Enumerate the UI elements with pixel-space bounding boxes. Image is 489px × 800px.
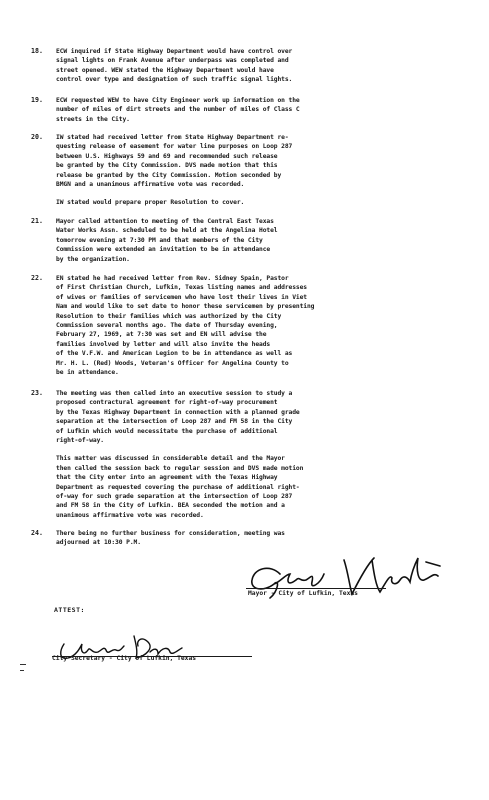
item-text: EN stated he had received letter from Rev. Sidney Spain, Pastor of First Christian Church, Lufkin, Texas listing names and addresses of wives or families of servicemen who have lost their lives in Viet Nam and would like to set date to honor these servicemen by presenting Resolution to their families which was authorized by the City Commission several months ago. The date of Thursday evening, February 27, 1969, at 7:30 was set and EN will advise the families involved by letter and will also invite the heads of the V.F.W. and American Legion to be in attendance as well as Mr. H. L. (Red) Woods, Veteran's Officer for Angelina County to be in attendance. [56,275,315,377]
item-text: This matter was discussed in considerable detail and the Mayor then called the session back to regular session and DVS made motion that the City enter into an agreement with the Texas Highway Department as requested covering the purchase of additional right- of-way for such grade separation at the intersection of Loop 287 and FM 58 in the City of Lufkin. BEA seconded the motion and a unanimous affirmative vote was recorded. [56,455,304,519]
item-number: 19. [31,96,43,104]
secretary-caption: City Secretary - City of Lufkin, Texas [52,655,197,662]
item-number: 21. [31,217,43,225]
margin-mark [20,664,26,665]
item-text: ECW requested WEW to have City Engineer work up information on the number of miles of dirt streets and the number of miles of Class C streets in the City. [56,97,300,123]
item-number: 18. [31,47,43,55]
item-text: Mayor called attention to meeting of the Central East Texas Water Works Assn. scheduled to be held at the Angelina Hotel tomorrow evening at 7:30 PM and that members of the City Commission were extended an invitation to be in attendance by the organization. [56,218,278,263]
item-number: 22. [31,274,43,282]
item-number: 23. [31,389,43,397]
item-text: The meeting was then called into an executive session to study a proposed contractural agreement for right-of-way procurement by the Texas Highway Department in connection with a planned grade separation at the intersection of Loop 287 and FM 58 in the City of Lufkin which would necessitate the purchase of additional right-of-way. [56,390,300,445]
minutes-item-19 [31,96,426,124]
attest-label: ATTEST: [54,606,85,614]
item-text: IW stated would prepare proper Resolution to cover. [56,199,245,207]
minutes-item-21 [31,217,426,264]
item-text: There being no further business for consideration, meeting was adjourned at 10:30 P.M. [56,530,285,547]
minutes-item-22 [31,274,426,377]
minutes-item-23 [31,389,426,520]
item-text: IW stated had received letter from State Highway Department re- questing release of easement for water line purposes on Loop 287 between U.S. Highways 59 and 69 and recommended such release be granted by the City Commission. DVS made motion that this release be granted by the City Commission. Motion seconded by BMGN and a unanimous affirmative vote was recorded. [56,134,293,189]
mayor-caption: Mayor - City of Lufkin, Texas [248,590,358,597]
mayor-signature-line [246,588,386,589]
minutes-item-18 [31,47,426,85]
minutes-item-20 [31,133,426,208]
minutes-item-24 [31,529,426,548]
item-number: 20. [31,133,43,141]
margin-mark [20,670,24,671]
item-text: ECW inquired if State Highway Department would have control over signal lights on Frank Avenue after underpass was completed and street opened. WEW stated the Highway Department would have control over type and designation of such traffic signal lights. [56,48,293,84]
item-number: 24. [31,529,43,537]
